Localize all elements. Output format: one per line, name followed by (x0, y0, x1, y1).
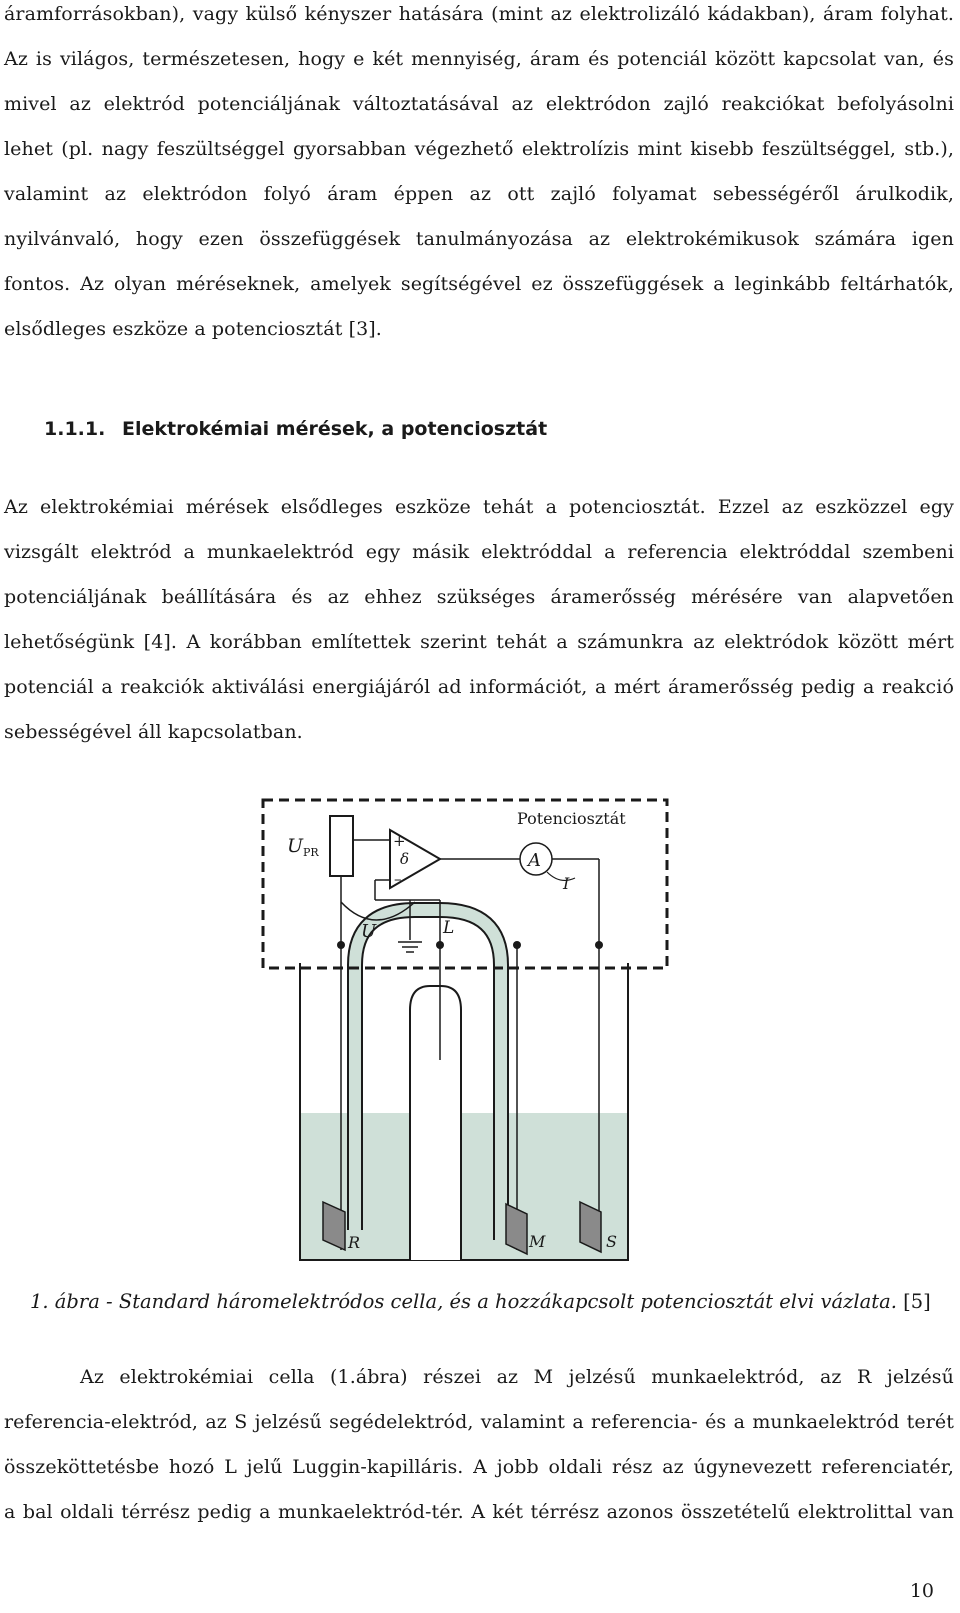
text-line: a bal oldali térrész pedig a munkaelektród-tér. A két térrész azonos összetételű elektrolittal van (4, 1501, 954, 1523)
current-label: I (563, 874, 570, 893)
opamp-delta: δ (400, 850, 410, 868)
figure-caption (30, 1290, 930, 1313)
opamp-minus: – (394, 870, 402, 888)
text-line: referencia-elektród, az S jelzésű segédelektród, valamint a referencia- és a munkaelektród terét (4, 1411, 954, 1433)
text-line: összeköttetésbe hozó L jelű Luggin-kapilláris. A jobb oldali rész az úgynevezett referenciatér, (4, 1456, 954, 1478)
ammeter-label: A (528, 850, 541, 871)
counter-label: S (606, 1232, 617, 1251)
text-line: sebességével áll kapcsolatban. (4, 721, 303, 743)
page-number: 10 (909, 1580, 934, 1602)
upr-source (330, 816, 353, 876)
capillary-label: L (443, 918, 455, 938)
paragraph-2 (4, 485, 954, 755)
divider-fill (412, 1113, 459, 1258)
terminal (595, 941, 603, 949)
text-line: elsődleges eszköze a potenciosztát [3]. (4, 318, 382, 340)
section-title: Elektrokémiai mérések, a potenciosztát (122, 418, 548, 440)
text-line: lehetőségünk [4]. A korábban említettek szerint tehát a számunkra az elektródok között mért (4, 631, 954, 653)
text-line: lehet (pl. nagy feszültséggel gyorsabban végezhető elektrolízis mint kisebb feszültséggel, stb.), (4, 138, 954, 160)
section-heading (44, 418, 547, 440)
upr-label: $U_{PR}$ (287, 835, 319, 859)
paragraph-3 (4, 1355, 954, 1535)
text-line: vizsgált elektród a munkaelektród egy másik elektróddal a referencia elektróddal szembeni (4, 541, 954, 563)
opamp-plus: + (393, 832, 406, 850)
text-line: Az elektrokémiai mérések elsődleges eszköze tehát a potenciosztát. Ezzel az eszközzel egy (4, 496, 954, 518)
potentiostat-cell-diagram (255, 790, 675, 1280)
reference-label: R (348, 1233, 361, 1252)
text-line: fontos. Az olyan méréseknek, amelyek segítségével ez összefüggések a leginkább feltárhatók, (4, 273, 954, 295)
text-line: Az elektrokémiai cella (1.ábra) részei az M jelzésű munkaelektród, az R jelzésű (80, 1366, 954, 1388)
caption-reference: [5] (903, 1290, 931, 1313)
text-line: áramforrásokban), vagy külső kényszer hatására (mint az elektrolizáló kádakban), áram folyhat. (4, 3, 954, 25)
ground-symbol (398, 942, 422, 952)
text-line: potenciál a reakciók aktiválási energiájáról ad információt, a mért áramerősség pedig a reakció (4, 676, 954, 698)
section-number: 1.1.1. (44, 418, 106, 440)
voltage-label: U (361, 921, 377, 942)
working-label: M (529, 1232, 546, 1251)
paragraph-1 (4, 0, 954, 352)
terminal (513, 941, 521, 949)
text-line: potenciáljának beállítására és az ehhez szükséges áramerősség mérésére van alapvetően (4, 586, 954, 608)
caption-text: 1. ábra - Standard háromelektródos cella, és a hozzákapcsolt potenciosztát elvi vázlata. (30, 1290, 897, 1313)
terminal (337, 941, 345, 949)
text-line: Az is világos, természetesen, hogy e két mennyiség, áram és potenciál között kapcsolat van, és (4, 48, 954, 70)
text-line: nyilvánvaló, hogy ezen összefüggések tanulmányozása az elektrokémikusok számára igen (4, 228, 954, 250)
potentiostat-label: Potenciosztát (517, 809, 626, 828)
current-arrow (547, 872, 575, 880)
terminal (436, 941, 444, 949)
text-line: valamint az elektródon folyó áram éppen az ott zajló folyamat sebességéről árulkodik, (4, 183, 954, 205)
text-line: mivel az elektród potenciáljának változtatásával az elektródon zajló reakciókat befolyásolni (4, 93, 954, 115)
